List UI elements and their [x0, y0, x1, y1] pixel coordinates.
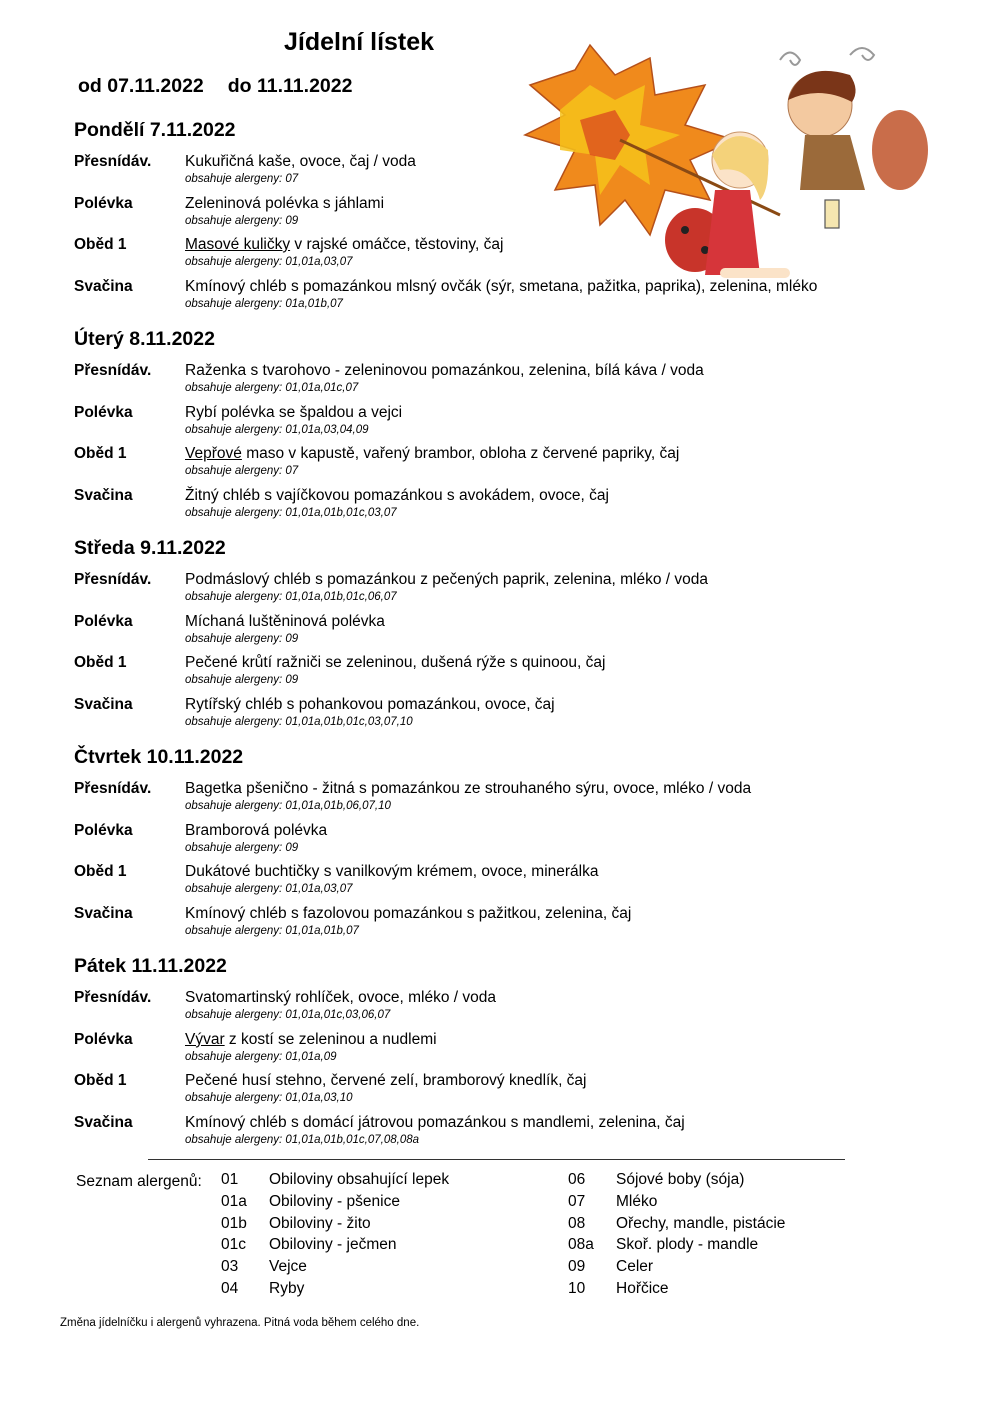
day-title: Čtvrtek 10.11.2022 — [74, 746, 244, 768]
meal-description: Žitný chléb s vajíčkovou pomazánkou s avokádem, ovoce, čaj — [185, 486, 609, 504]
meal-row — [74, 277, 874, 319]
legend-item — [568, 1191, 868, 1213]
legend-code: 10 — [568, 1279, 586, 1297]
meal-row — [74, 904, 874, 946]
meal-description: Bramborová polévka — [185, 821, 328, 839]
meal-description: Bagetka pšenično - žitná s pomazánkou ze strouhaného sýru, ovoce, mléko / voda — [185, 780, 752, 797]
meal-row — [74, 235, 874, 277]
legend-name: Sójové boby (sója) — [616, 1171, 745, 1188]
meal-row — [74, 444, 874, 486]
legend-name: Obiloviny - žito — [269, 1214, 371, 1232]
allergen-legend-label: Seznam alergenů: — [76, 1173, 202, 1190]
page-title: Jídelní lístek — [284, 28, 435, 56]
meal-row — [74, 194, 874, 236]
meal-description: Podmáslový chléb s pomazánkou z pečených paprik, zelenina, mléko / voda — [185, 571, 708, 588]
meal-description: Vepřové maso v kapustě, vařený brambor, obloha z červené papriky, čaj — [185, 445, 680, 462]
day-title: Úterý 8.11.2022 — [74, 328, 215, 350]
meal-allergens: obsahuje alergeny: 01,01a,01b,01c,07,08,08a — [185, 1133, 420, 1146]
meal-description: Kmínový chléb s pomazánkou mlsný ovčák (sýr, smetana, pažitka, paprika), zelenina, mléko — [185, 277, 818, 295]
meal-row — [74, 862, 874, 904]
date-to: do 11.11.2022 — [227, 75, 353, 97]
meal-label: Přesnídáv. — [74, 780, 152, 797]
meal-label: Přesnídáv. — [74, 362, 152, 379]
meal-row — [74, 612, 874, 654]
legend-item — [221, 1213, 521, 1235]
day-tuesday — [74, 327, 874, 527]
meal-description: Kmínový chléb s domácí játrovou pomazánkou s mandlemi, zelenina, čaj — [185, 1113, 685, 1131]
legend-code: 09 — [568, 1258, 586, 1276]
meal-label: Svačina — [74, 904, 133, 922]
legend-item — [221, 1278, 521, 1300]
meal-row — [74, 361, 874, 403]
meal-label: Svačina — [74, 695, 133, 713]
date-range — [78, 75, 352, 98]
meal-allergens: obsahuje alergeny: 01,01a,03,07 — [185, 256, 353, 268]
meal-allergens: obsahuje alergeny: 01,01a,01c,07 — [185, 382, 359, 394]
meal-row — [74, 821, 874, 863]
day-wednesday — [74, 536, 874, 736]
meal-row — [74, 779, 874, 821]
meal-description: Kmínový chléb s fazolovou pomazánkou s pažitkou, zelenina, čaj — [185, 904, 632, 922]
day-friday — [74, 954, 874, 1154]
legend-item — [568, 1256, 868, 1278]
legend-code: 07 — [568, 1192, 586, 1210]
meal-label: Oběd 1 — [74, 1072, 127, 1089]
legend-name: Ořechy, mandle, pistácie — [616, 1214, 786, 1232]
meal-allergens: obsahuje alergeny: 09 — [185, 214, 299, 227]
meal-row — [74, 695, 874, 737]
legend-name: Hořčice — [616, 1279, 669, 1297]
meal-allergens: obsahuje alergeny: 01,01a,01b,01c,03,07 — [185, 506, 397, 519]
meal-description: Svatomartinský rohlíček, ovoce, mléko / voda — [185, 989, 496, 1006]
legend-item — [568, 1278, 868, 1300]
legend-code: 03 — [221, 1258, 239, 1276]
legend-name: Ryby — [269, 1279, 305, 1297]
meal-label: Oběd 1 — [74, 445, 127, 462]
meal-description: Pečené krůtí ražniči se zeleninou, dušená rýže s quinoou, čaj — [185, 654, 606, 671]
footer-note: Změna jídelníčku i alergenů vyhrazena. Pitná voda během celého dne. — [60, 1317, 420, 1329]
meal-allergens: obsahuje alergeny: 01,01a,03,07 — [185, 883, 353, 895]
meal-description: Dukátové buchtičky s vanilkovým krémem, ovoce, minerálka — [185, 863, 599, 880]
date-from: od 07.11.2022 — [78, 75, 204, 97]
meal-allergens: obsahuje alergeny: 01,01a,09 — [185, 1050, 337, 1063]
meal-allergens: obsahuje alergeny: 07 — [185, 465, 299, 477]
meal-label: Oběd 1 — [74, 654, 127, 671]
meal-allergens: obsahuje alergeny: 09 — [185, 632, 299, 645]
meal-allergens: obsahuje alergeny: 01,01a,03,10 — [185, 1092, 353, 1104]
legend-item — [568, 1234, 868, 1256]
meal-label: Přesnídáv. — [74, 989, 152, 1006]
meal-description: Raženka s tvarohovo - zeleninovou pomazánkou, zelenina, bílá káva / voda — [185, 362, 704, 379]
legend-item — [221, 1256, 521, 1278]
legend-name: Skoř. plody - mandle — [616, 1236, 759, 1254]
meal-description: Kukuřičná kaše, ovoce, čaj / voda — [185, 153, 416, 170]
divider — [148, 1159, 845, 1160]
legend-item — [568, 1169, 868, 1191]
meal-row — [74, 1030, 874, 1072]
meal-row — [74, 403, 874, 445]
day-title: Pondělí 7.11.2022 — [74, 119, 236, 141]
legend-name: Obiloviny - pšenice — [269, 1192, 400, 1210]
day-thursday — [74, 745, 874, 945]
legend-code: 01b — [221, 1214, 247, 1232]
legend-item — [221, 1169, 521, 1191]
meal-allergens: obsahuje alergeny: 01,01a,01b,01c,06,07 — [185, 591, 397, 603]
day-title: Pátek 11.11.2022 — [74, 955, 227, 977]
meal-label: Polévka — [74, 612, 133, 630]
legend-name: Obiloviny obsahující lepek — [269, 1171, 450, 1188]
meal-allergens: obsahuje alergeny: 01,01a,03,04,09 — [185, 423, 369, 436]
meal-allergens: obsahuje alergeny: 09 — [185, 841, 299, 854]
legend-name: Vejce — [269, 1258, 307, 1276]
meal-description: Rytířský chléb s pohankovou pomazánkou, ovoce, čaj — [185, 695, 555, 713]
meal-allergens: obsahuje alergeny: 01,01a,01b,06,07,10 — [185, 800, 391, 812]
meal-allergens: obsahuje alergeny: 01,01a,01c,03,06,07 — [185, 1009, 391, 1021]
meal-label: Svačina — [74, 486, 133, 504]
meal-description: Masové kuličky v rajské omáčce, těstoviny, čaj — [185, 236, 504, 253]
meal-label: Polévka — [74, 194, 133, 212]
legend-code: 04 — [221, 1279, 239, 1297]
meal-allergens: obsahuje alergeny: 01a,01b,07 — [185, 297, 343, 310]
meal-allergens: obsahuje alergeny: 01,01a,01b,01c,03,07,10 — [185, 715, 413, 728]
meal-label: Svačina — [74, 1113, 133, 1131]
meal-allergens: obsahuje alergeny: 01,01a,01b,07 — [185, 924, 359, 937]
meal-label: Polévka — [74, 1030, 133, 1048]
day-title: Středa 9.11.2022 — [74, 537, 226, 559]
meal-description: Vývar z kostí se zeleninou a nudlemi — [185, 1030, 437, 1048]
meal-description: Míchaná luštěninová polévka — [185, 612, 385, 630]
meal-label: Polévka — [74, 821, 133, 839]
meal-label: Svačina — [74, 277, 133, 295]
meal-row — [74, 653, 874, 695]
meal-row — [74, 486, 874, 528]
meal-row — [74, 570, 874, 612]
meal-label: Oběd 1 — [74, 863, 127, 880]
meal-row — [74, 152, 874, 194]
meal-allergens: obsahuje alergeny: 09 — [185, 674, 299, 686]
legend-code: 01c — [221, 1236, 246, 1254]
legend-item — [221, 1234, 521, 1256]
legend-item — [568, 1213, 868, 1235]
legend-item — [221, 1191, 521, 1213]
allergen-legend-right — [568, 1169, 868, 1300]
meal-description: Zeleninová polévka s jáhlami — [185, 194, 385, 212]
meal-label: Oběd 1 — [74, 236, 127, 253]
meal-label: Přesnídáv. — [74, 153, 152, 170]
legend-name: Celer — [616, 1258, 654, 1276]
allergen-legend-left — [221, 1169, 521, 1300]
legend-code: 01 — [221, 1171, 239, 1188]
day-monday — [74, 118, 874, 318]
meal-row — [74, 1113, 874, 1155]
legend-code: 01a — [221, 1192, 247, 1210]
meal-label: Přesnídáv. — [74, 571, 152, 588]
meal-row — [74, 1071, 874, 1113]
legend-code: 08a — [568, 1236, 594, 1254]
legend-code: 06 — [568, 1171, 586, 1188]
meal-label: Polévka — [74, 403, 133, 421]
legend-name: Obiloviny - ječmen — [269, 1236, 397, 1254]
meal-row — [74, 988, 874, 1030]
legend-code: 08 — [568, 1214, 586, 1232]
legend-name: Mléko — [616, 1192, 658, 1210]
meal-allergens: obsahuje alergeny: 07 — [185, 173, 299, 185]
meal-description: Pečené husí stehno, červené zelí, bramborový knedlík, čaj — [185, 1072, 587, 1089]
meal-description: Rybí polévka se špaldou a vejci — [185, 403, 403, 421]
